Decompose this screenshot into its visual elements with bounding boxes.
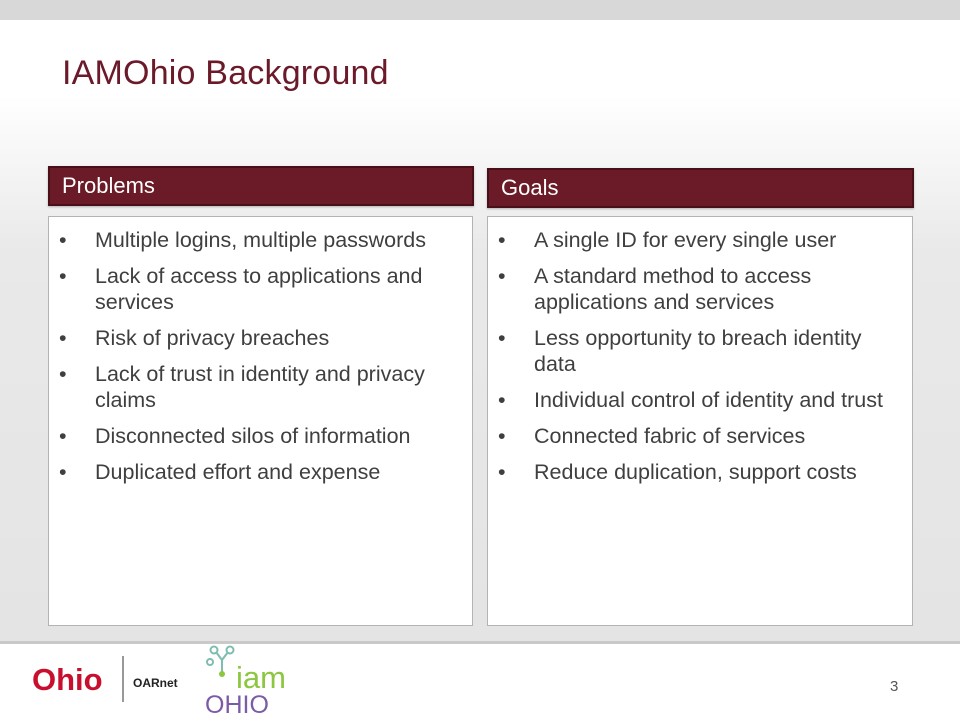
iam-ohio-logo: [205, 647, 286, 720]
list-item: • Less opportunity to breach identity data: [498, 326, 862, 376]
list-item: • Disconnected silos of information: [59, 424, 411, 448]
problems-header-label: Problems: [62, 173, 155, 198]
list-item: • A standard method to access applications and services: [498, 264, 812, 314]
list-item: • A single ID for every single user: [498, 228, 837, 252]
problems-panel: [48, 216, 473, 626]
list-item: • Duplicated effort and expense: [59, 460, 381, 484]
goals-header: [487, 168, 914, 208]
goals-list: [488, 227, 912, 485]
footer-logos: [0, 644, 320, 720]
goals-header-label: Goals: [501, 175, 559, 200]
ohio-logo: [32, 662, 103, 697]
slide-title: IAMOhio Background: [62, 54, 389, 92]
iam-ohio-logo-text: OHIO: [205, 691, 269, 719]
list-item: • Individual control of identity and trust: [498, 388, 883, 412]
list-item: • Multiple logins, multiple passwords: [59, 228, 427, 252]
goals-panel: [487, 216, 913, 626]
list-item: • Lack of access to applications and services: [59, 264, 423, 314]
top-bar: [0, 0, 960, 20]
problems-header: [48, 166, 474, 206]
oarnet-logo-text: OARnet: [133, 676, 178, 690]
list-item: • Reduce duplication, support costs: [498, 460, 857, 484]
iam-logo-text: iam: [236, 660, 286, 695]
problems-list: [49, 227, 472, 485]
list-item: • Connected fabric of services: [498, 424, 806, 448]
list-item: • Risk of privacy breaches: [59, 326, 330, 350]
molecule-icon: [207, 647, 234, 678]
page-number: 3: [890, 678, 899, 695]
ohio-logo-text: Ohio: [32, 662, 103, 697]
list-item: • Lack of trust in identity and privacy claims: [59, 362, 425, 412]
